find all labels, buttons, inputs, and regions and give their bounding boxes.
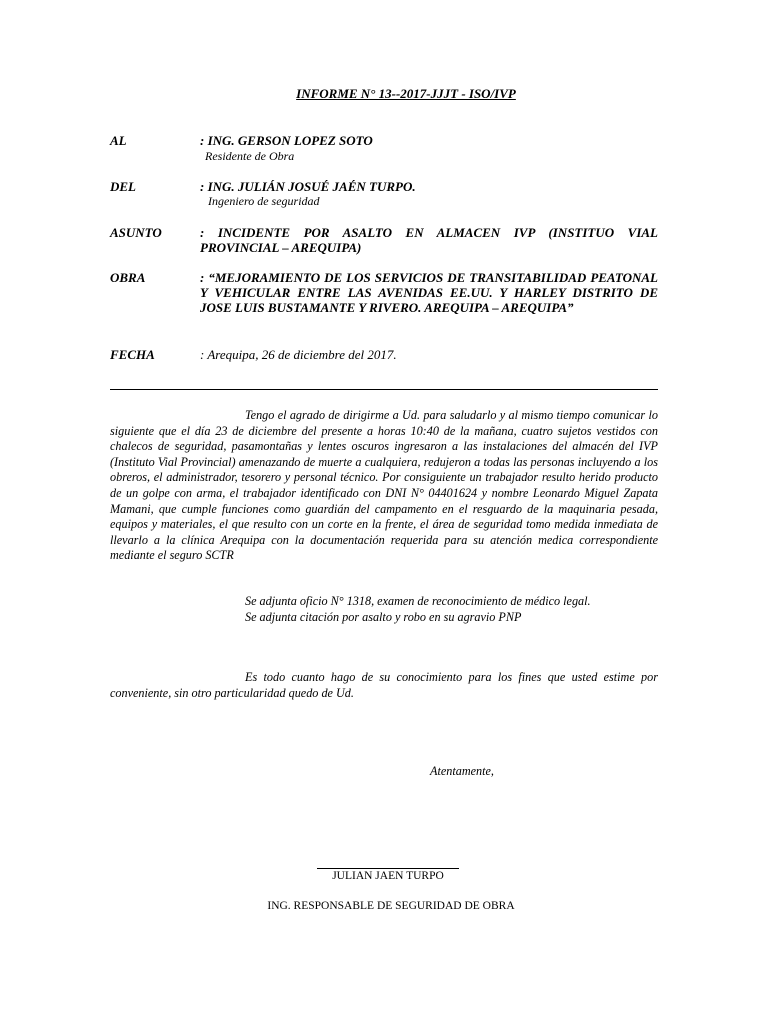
header-divider	[110, 389, 658, 390]
signature-line	[317, 868, 459, 869]
report-title: INFORME N° 13--2017-JJJT - ISO/IVP	[296, 86, 516, 101]
from-role: Ingeniero de seguridad	[208, 194, 320, 208]
subject-label: ASUNTO	[110, 225, 162, 240]
body-paragraph-1: Tengo el agrado de dirigirme a Ud. para saludarlo y al mismo tiempo comunicar lo siguiente que el día 23 de diciembre del presente a horas 10:40 de la mañana, cuatro sujetos vestidos con chalecos de seguridad, pasamontañas y lentes oscuros ingresaron a las instalaciones del almacén del IVP (Instituto Vial Provincial) amenazando de muerte a cualquiera, redujeron a todas las personas incluyendo a los obreros, el administrador, tesorero y personal técnico. Por consiguiente un trabajador resulto herido producto de un golpe con arma, el trabajador identificado con DNI N° 04401624 y nombre Leonardo Miguel Zapata Mamani, que cumple funciones como guardián del campamento en el resguardo de la maquinaria pesada, equipos y materiales, el que resulto con un corte en la frente, el área de seguridad tomo medida inmediata de llevarlo a la clínica Arequipa con la documentación requerida para su atención medica correspondiente mediante el seguro SCTR	[110, 408, 658, 563]
signatory-role: ING. RESPONSABLE DE SEGURIDAD DE OBRA	[267, 900, 515, 912]
from-label: DEL	[110, 179, 136, 194]
project-value: : “MEJORAMIENTO DE LOS SERVICIOS DE TRANSITABILIDAD PEATONAL Y VEHICULAR ENTRE LAS AVENIDAS EE.UU. Y HARLEY DISTRITO DE JOSE LUIS BUSTAMANTE Y RIVERO. AREQUIPA – AREQUIPA”	[200, 270, 658, 315]
annex-line-2: Se adjunta citación por asalto y robo en su agravio PNP	[245, 610, 522, 624]
date-value: : Arequipa, 26 de diciembre del 2017.	[200, 347, 397, 362]
body-paragraph-2: Es todo cuanto hago de su conocimiento para los fines que usted estime por conveniente, sin otro particularidad quedo de Ud.	[110, 670, 658, 700]
from-value: : ING. JULIÁN JOSUÉ JAÉN TURPO.	[200, 179, 416, 194]
project-label: OBRA	[110, 270, 146, 285]
closing-salutation: Atentamente,	[430, 764, 494, 778]
to-value: : ING. GERSON LOPEZ SOTO	[200, 133, 373, 148]
annex-line-1: Se adjunta oficio N° 1318, examen de reconocimiento de médico legal.	[245, 594, 591, 608]
subject-value: : INCIDENTE POR ASALTO EN ALMACEN IVP (INSTITUO VIAL PROVINCIAL – AREQUIPA)	[200, 225, 658, 255]
to-label: AL	[110, 133, 127, 148]
to-role: Residente de Obra	[205, 149, 295, 163]
signatory-name: JULIAN JAEN TURPO	[332, 870, 444, 882]
date-label: FECHA	[110, 347, 155, 362]
